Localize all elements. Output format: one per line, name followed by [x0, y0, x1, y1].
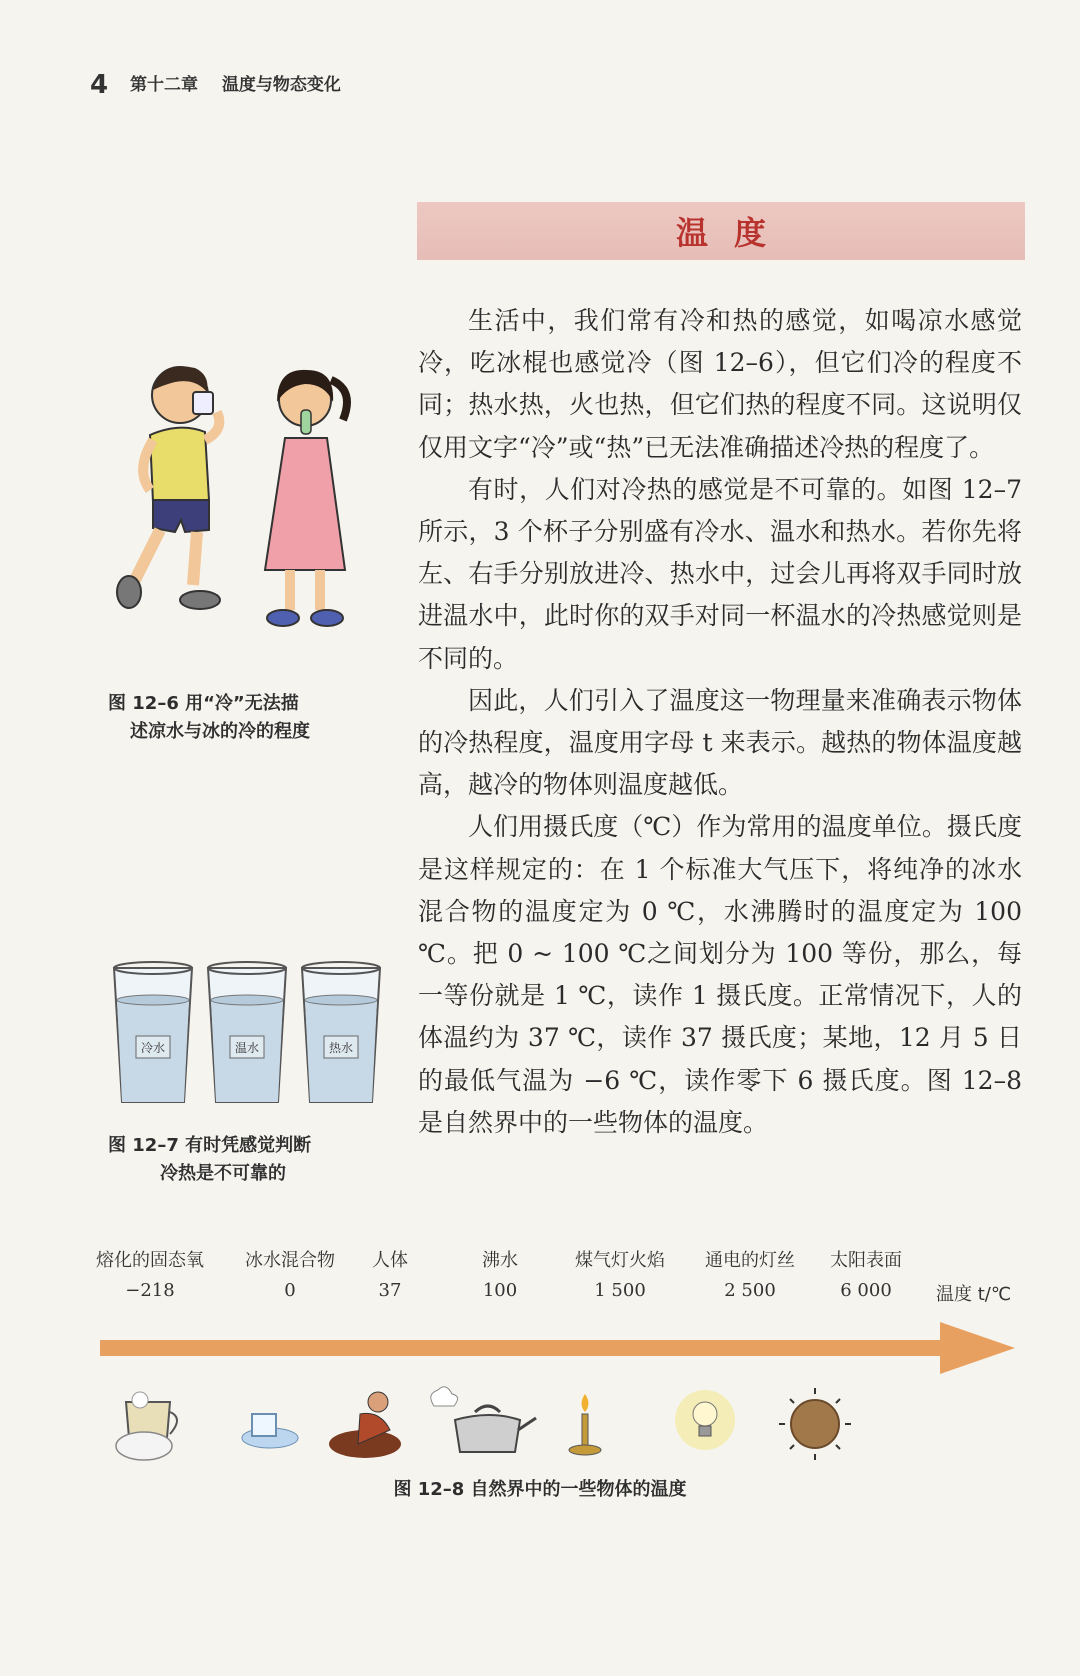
scale-item-name: 冰水混合物 — [245, 1250, 335, 1271]
figure-12-8-caption: 图 12–8 自然界中的一些物体的温度 — [393, 1479, 687, 1500]
melting-oxygen-icon — [116, 1392, 177, 1460]
paragraph: 生活中，我们常有冷和热的感觉，如喝凉水感觉冷，吃冰棍也感觉冷（图 12–6），但它们冷的程度不同；热水热，火也热，但它们热的程度不同。这说明仅仅用文字“冷”或“热”已无法准确描述冷热的程度了。 — [418, 306, 1022, 462]
temperature-scale-labels — [0, 1242, 1080, 1312]
figure-12-6-caption — [108, 690, 408, 746]
figure-12-7-cups — [110, 960, 390, 1110]
scale-item-name: 人体 — [372, 1250, 408, 1271]
human-body-icon — [329, 1392, 401, 1458]
temperature-arrow — [100, 1318, 1020, 1378]
scale-item-value: 0 — [284, 1280, 296, 1301]
page-header — [90, 70, 341, 100]
scale-item-name: 通电的灯丝 — [705, 1250, 795, 1271]
scale-item-name: 沸水 — [482, 1250, 518, 1271]
girl-eating-popsicle-icon — [265, 370, 347, 626]
light-bulb-icon — [675, 1390, 735, 1450]
scale-item-value: 2 500 — [724, 1280, 776, 1301]
section-title: 温度 — [675, 214, 792, 252]
boy-drinking-icon — [117, 366, 220, 609]
cup-cold-water-icon — [114, 962, 192, 1102]
sun-icon — [779, 1388, 851, 1460]
paragraph: 人们用摄氏度（℃）作为常用的温度单位。摄氏度是这样规定的：在 1 个标准大气压下，将纯净的冰水混合物的温度定为 0 ℃，水沸腾时的温度定为 100 ℃。把 0 ~ 100 ℃之间划分为 100 等份，那么，每一等份就是 1 ℃，读作 1 摄氏度。正常情况下，人的体温约为 37 ℃，读作 37 摄氏度；某地，12 月 5 日的最低气温为 −6 ℃，读作零下 6 摄氏度。图 12–8 是自然界中的一些物体的温度。 — [418, 812, 1022, 1137]
caption-line: 图 12–7 有时凭感觉判断 — [108, 1135, 312, 1156]
section-title-band — [417, 202, 1025, 260]
gas-lamp-flame-icon — [569, 1394, 601, 1455]
caption-line: 述凉水与冰的冷的程度 — [130, 721, 310, 742]
cup-hot-water-icon — [302, 962, 380, 1102]
caption-line: 冷热是不可靠的 — [160, 1163, 286, 1184]
scale-item-value: 100 — [482, 1280, 518, 1301]
cup-warm-water-icon — [208, 962, 286, 1102]
temperature-scale-icons — [100, 1380, 1020, 1470]
paragraph: 因此，人们引入了温度这一物理量来准确表示物体的冷热程度，温度用字母 t 来表示。越热的物体温度越高，越冷的物体则温度越低。 — [418, 685, 1022, 800]
scale-item-value: 1 500 — [594, 1280, 646, 1301]
cup-label: 冷水 — [140, 1041, 166, 1055]
chapter-label: 第十二章 — [130, 75, 199, 95]
ice-water-icon — [242, 1414, 298, 1448]
page-number: 4 — [90, 70, 109, 100]
paragraph: 有时，人们对冷热的感觉是不可靠的。如图 12–7 所示，3 个杯子分别盛有冷水、温水和热水。若你先将左、右手分别放进冷、热水中，过会儿再将双手同时放进温水中，此时你的双手对同一杯温水的冷热感觉则是不同的。 — [418, 474, 1022, 673]
scale-item-name: 熔化的固态氧 — [96, 1250, 204, 1271]
scale-item-name: 煤气灯火焰 — [575, 1250, 665, 1271]
axis-unit-label: 温度 t/℃ — [936, 1284, 1012, 1305]
scale-item-name: 太阳表面 — [830, 1250, 902, 1271]
body-text — [418, 300, 1022, 1144]
scale-item-value: 37 — [378, 1280, 402, 1301]
figure-12-6-illustration — [105, 360, 415, 675]
scale-item-value: 6 000 — [840, 1280, 892, 1301]
scale-item-value: −218 — [125, 1280, 175, 1301]
boiling-kettle-icon — [431, 1387, 536, 1452]
chapter-title: 温度与物态变化 — [221, 75, 341, 95]
cup-label: 热水 — [328, 1041, 354, 1055]
cup-label: 温水 — [234, 1041, 260, 1055]
caption-line: 图 12–6 用“冷”无法描 — [108, 693, 299, 714]
figure-12-7-caption — [108, 1132, 408, 1188]
